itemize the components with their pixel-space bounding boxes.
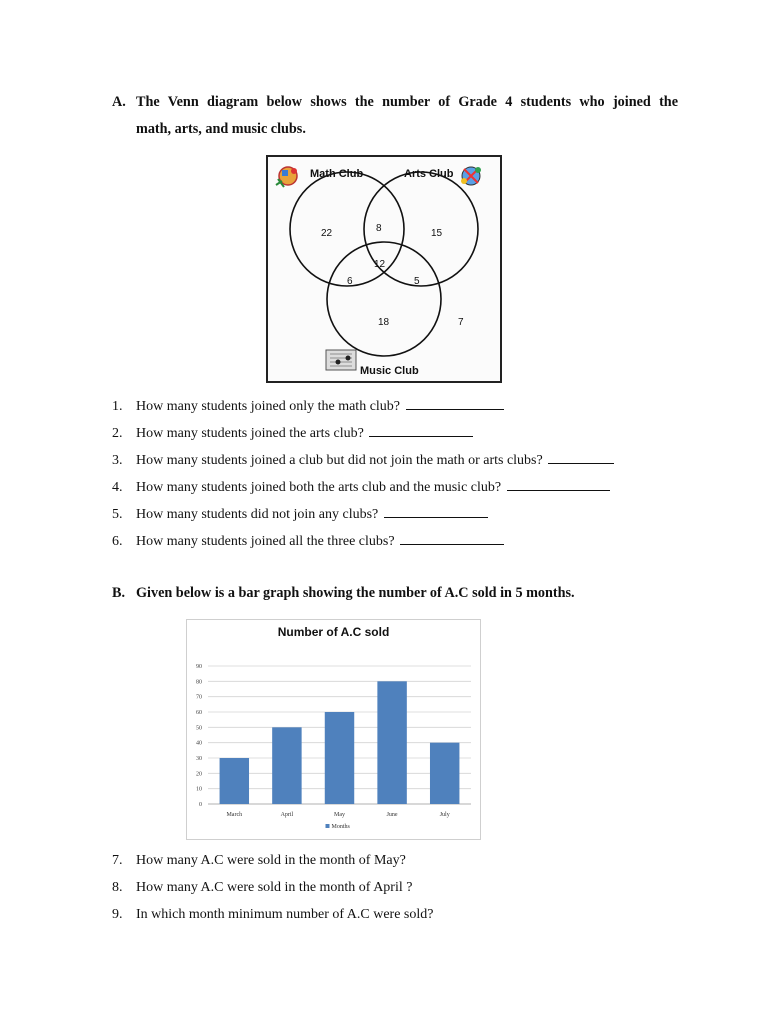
- question-text: How many students did not join any clubs?: [136, 507, 379, 522]
- question-number: 2.: [112, 426, 123, 441]
- region-all-three: 12: [374, 259, 386, 270]
- question-3: [112, 451, 614, 470]
- question-text: How many students joined the arts club?: [136, 426, 364, 441]
- x-tick-label: July: [439, 812, 450, 818]
- venn-diagram: [266, 155, 502, 383]
- answer-blank[interactable]: [406, 397, 504, 410]
- section-a-letter: A.: [112, 94, 126, 110]
- x-tick-label: April: [280, 812, 294, 818]
- section-b-text: Given below is a bar graph showing the number of A.C sold in 5 months.: [136, 585, 575, 601]
- question-6: [112, 532, 504, 551]
- answer-blank[interactable]: [507, 478, 610, 491]
- question-number: 7.: [112, 853, 123, 868]
- x-tick-label: June: [386, 812, 398, 818]
- answer-blank[interactable]: [548, 451, 614, 464]
- question-text: How many A.C were sold in the month of May?: [136, 853, 406, 868]
- venn-label-music: Music Club: [360, 365, 419, 377]
- question-1: [112, 397, 504, 416]
- x-tick-label: May: [334, 812, 345, 818]
- bar-may: [325, 712, 354, 804]
- y-tick-label: 30: [196, 756, 202, 762]
- question-5: [112, 505, 488, 524]
- y-tick-label: 70: [196, 694, 202, 701]
- section-b-heading: [112, 580, 678, 607]
- region-none: 7: [458, 317, 464, 328]
- question-text: How many students joined all the three clubs?: [136, 534, 395, 549]
- bar-march: [220, 758, 249, 804]
- chart-title: Number of A.C sold: [277, 625, 390, 639]
- region-math-arts: 8: [376, 223, 382, 234]
- bar-chart: [186, 619, 481, 840]
- x-tick-label: March: [226, 812, 243, 818]
- section-a-text-line1: The Venn diagram below shows the number of Grade 4 students who joined the: [136, 94, 678, 110]
- y-tick-label: 10: [196, 786, 202, 793]
- answer-blank[interactable]: [400, 532, 504, 545]
- region-arts-only: 15: [431, 228, 443, 239]
- question-9: [112, 906, 433, 924]
- question-7: [112, 852, 406, 870]
- math-circle: [290, 172, 404, 286]
- y-tick-label: 0: [199, 802, 202, 808]
- question-number: 9.: [112, 907, 123, 922]
- question-number: 3.: [112, 453, 123, 468]
- question-text: How many A.C were sold in the month of April ?: [136, 880, 413, 895]
- section-b-letter: B.: [112, 585, 126, 601]
- y-tick-label: 60: [196, 710, 202, 716]
- math-club-icon: [276, 167, 297, 187]
- question-number: 1.: [112, 399, 123, 414]
- y-tick-label: 50: [196, 725, 202, 732]
- question-text: How many students joined only the math club?: [136, 399, 401, 414]
- question-number: 4.: [112, 480, 123, 495]
- question-2: [112, 424, 473, 443]
- arts-club-icon: [461, 167, 481, 185]
- legend-swatch: [326, 824, 330, 828]
- answer-blank[interactable]: [369, 424, 473, 437]
- question-number: 5.: [112, 507, 123, 522]
- y-tick-label: 20: [196, 771, 202, 778]
- bar-june: [377, 681, 406, 804]
- bar-april: [272, 727, 301, 804]
- region-math-only: 22: [321, 228, 333, 239]
- legend-label: Months: [331, 824, 350, 830]
- question-number: 6.: [112, 534, 123, 549]
- region-music-only: 18: [378, 317, 390, 328]
- question-4: [112, 478, 610, 497]
- y-tick-label: 40: [196, 740, 202, 747]
- question-number: 8.: [112, 880, 123, 895]
- region-arts-music: 5: [414, 276, 420, 287]
- question-text: How many students joined a club but did not join the math or arts clubs?: [136, 453, 543, 468]
- question-text: How many students joined both the arts club and the music club?: [136, 480, 502, 495]
- music-club-icon: [326, 350, 356, 370]
- y-tick-label: 90: [196, 664, 202, 670]
- chart-plot: [187, 620, 480, 839]
- answer-blank[interactable]: [384, 505, 488, 518]
- venn-label-math: Math Club: [310, 168, 364, 180]
- section-a-heading: [112, 89, 678, 143]
- region-math-music: 6: [347, 276, 353, 287]
- section-a-text-line2: math, arts, and music clubs.: [136, 121, 306, 137]
- venn-label-arts: Arts Club: [404, 168, 454, 180]
- bar-july: [430, 743, 459, 804]
- question-text: In which month minimum number of A.C were sold?: [136, 907, 434, 922]
- y-tick-label: 80: [196, 679, 202, 686]
- question-8: [112, 879, 412, 897]
